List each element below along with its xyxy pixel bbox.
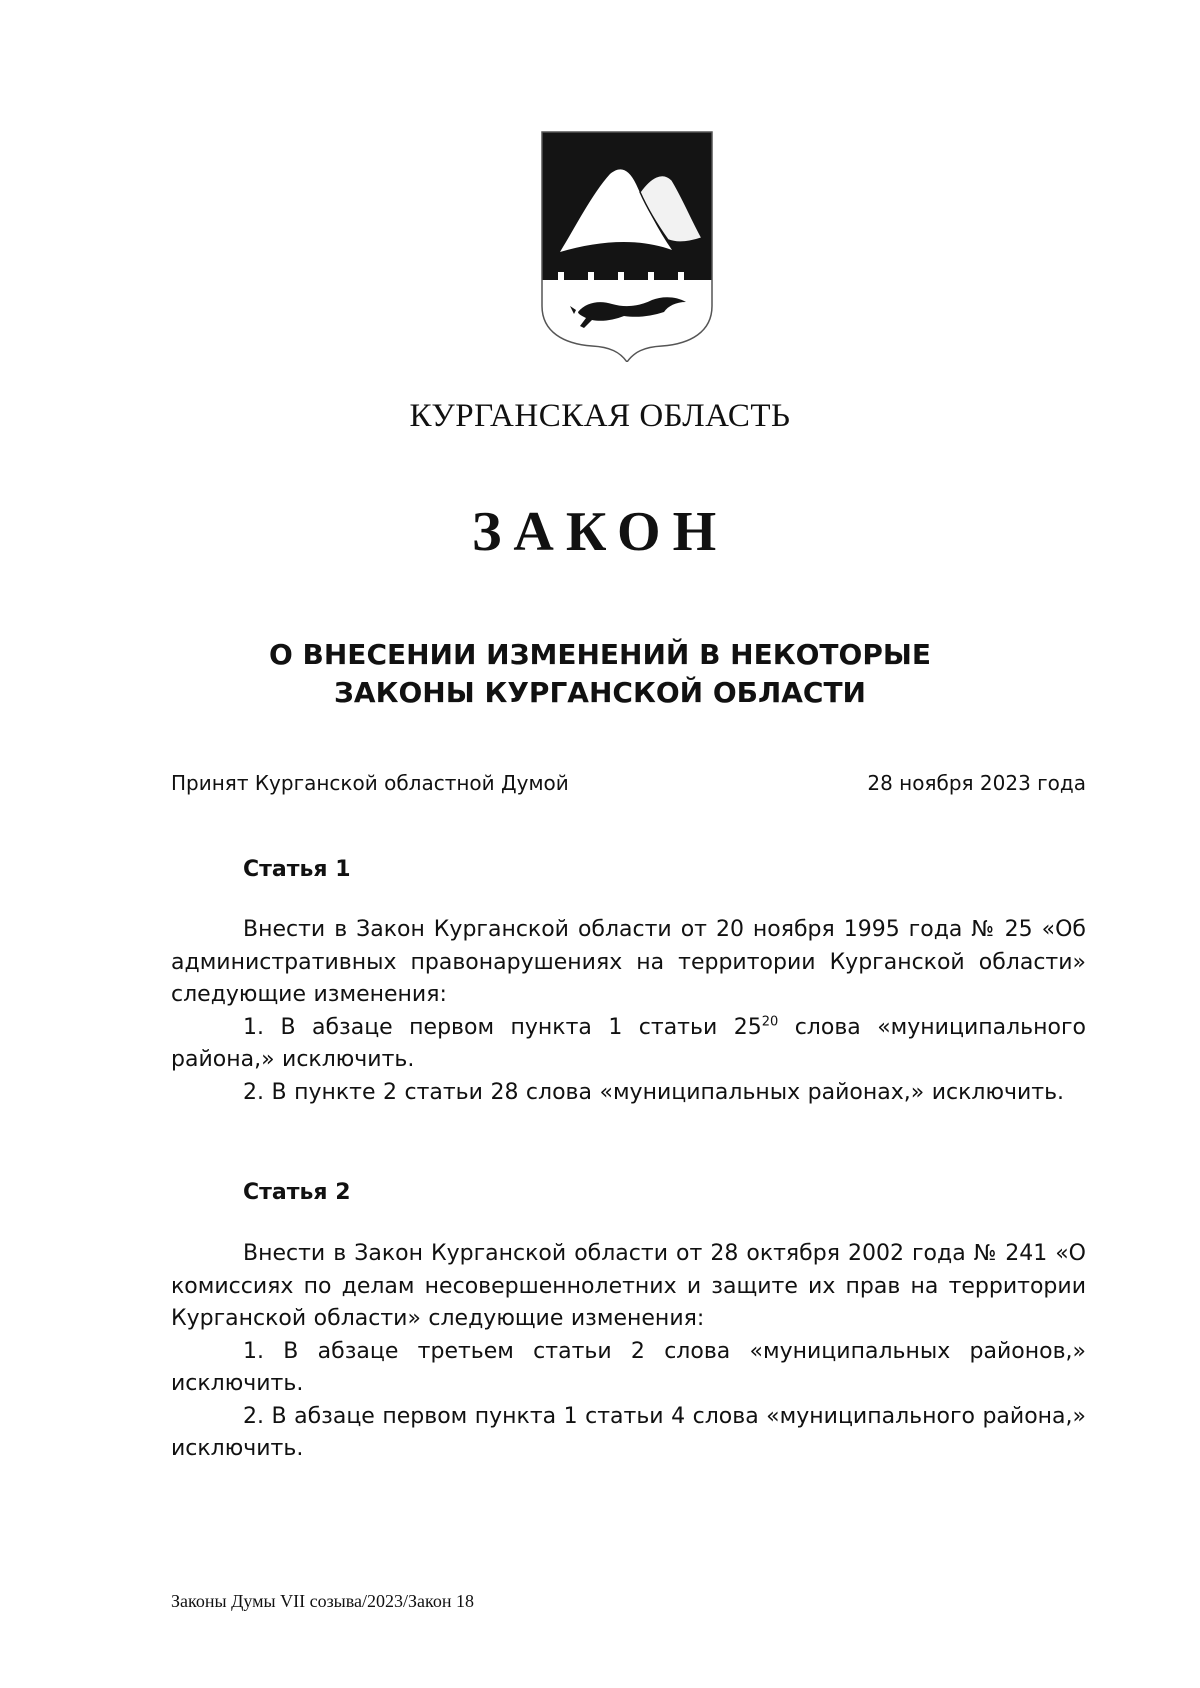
superscript: 20 — [761, 1014, 779, 1030]
article-1-heading: Статья 1 — [243, 857, 351, 882]
article-2-intro: Внести в Закон Курганской области от 28 октября 2002 года № 241 «О комиссиях по делам несовершеннолетних и защите их прав на территории Курганской области» следующие изменения: — [171, 1241, 1086, 1331]
document-type: ЗАКОН — [471, 501, 729, 563]
article-1-item-1: 1. В абзаце первом пункта 1 статьи $25^{20}$ слова «муниципального района,» исключить. — [171, 1014, 1086, 1072]
adopted-by: Принят Курганской областной Думой — [171, 771, 569, 795]
article-1-intro: Внести в Закон Курганской области от 20 ноября 1995 года № 25 «Об административных правонарушениях на территории Курганской области» следующие изменения: — [171, 917, 1086, 1007]
article-2-item-1: 1. В абзаце третьем статьи 2 слова «муниципальных районов,» исключить. — [171, 1338, 1086, 1396]
adoption-line — [171, 768, 1086, 798]
article-2-body — [171, 1238, 1086, 1466]
article-2-heading: Статья 2 — [243, 1180, 351, 1205]
footer-reference: Законы Думы VII созыва/2023/Закон 18 — [171, 1591, 474, 1611]
article-1-item-2: 2. В пункте 2 статьи 28 слова «муниципальных районах,» исключить. — [243, 1079, 1065, 1105]
coat-of-arms-icon — [540, 130, 714, 362]
adopted-date: 28 ноября 2023 года — [867, 771, 1086, 795]
title-line-1: О ВНЕСЕНИИ ИЗМЕНЕНИЙ В НЕКОТОРЫЕ — [268, 638, 931, 671]
region-name: КУРГАНСКАЯ ОБЛАСТЬ — [409, 398, 791, 434]
article-1-body — [171, 914, 1086, 1109]
document-title — [0, 636, 1200, 712]
article-2-item-2: 2. В абзаце первом пункта 1 статьи 4 слова «муниципального района,» исключить. — [171, 1403, 1086, 1461]
title-line-2: ЗАКОНЫ КУРГАНСКОЙ ОБЛАСТИ — [334, 676, 866, 709]
